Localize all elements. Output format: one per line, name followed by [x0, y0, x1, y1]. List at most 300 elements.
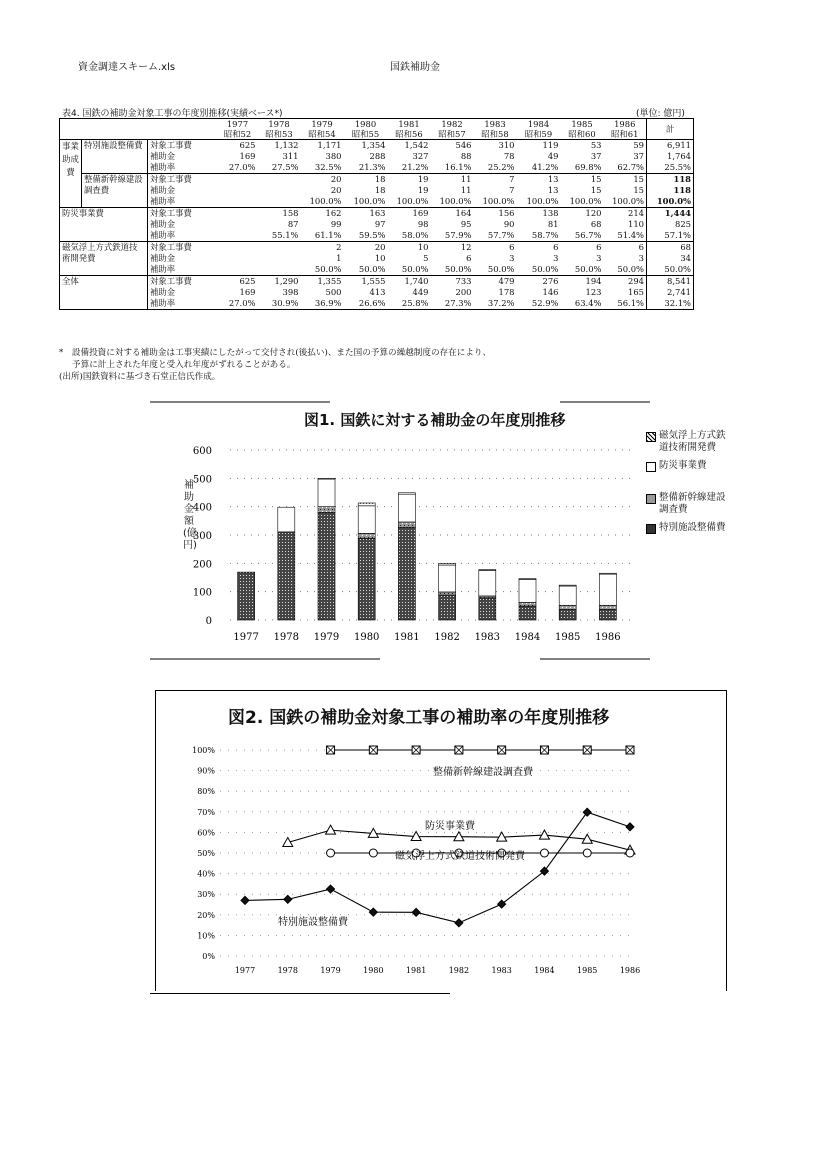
table-cell: 1,542: [388, 140, 431, 152]
row-label: 補助率: [150, 230, 176, 240]
series-label: 整備新幹線建設調査費: [433, 767, 533, 778]
year-western: 1985: [571, 119, 593, 129]
table-cell: 1,355: [301, 276, 344, 288]
row-label: 補助率: [148, 298, 218, 310]
table-cell: 288: [369, 151, 386, 161]
year-japanese: 昭和53: [265, 129, 293, 139]
total-cell: 2,741: [647, 287, 694, 298]
table-cell: 100.0%: [439, 196, 472, 206]
swatch-hatch-icon: [646, 432, 656, 442]
sheet-title: 国鉄補助金: [390, 62, 440, 73]
table-cell: 1,132: [258, 140, 301, 152]
point-marker: [540, 849, 548, 857]
group-name: 防災事業費: [60, 208, 148, 242]
bar-segment: [599, 610, 616, 620]
table-cell: 110: [604, 219, 647, 230]
y-tick-label: 400: [192, 502, 212, 514]
table-cell: 50.0%: [531, 264, 559, 274]
x-tick-label: 1984: [514, 632, 541, 643]
table-cell: 100.0%: [396, 196, 429, 206]
table-cell: 55.1%: [271, 230, 299, 240]
y-tick-label: 30%: [197, 890, 215, 900]
y-tick-label: 10%: [197, 931, 215, 941]
table-cell: 311: [282, 151, 299, 161]
total-cell: 57.1%: [647, 230, 694, 242]
table-cell: 3: [596, 253, 602, 263]
table-cell: 546: [431, 140, 474, 152]
year-western: 1984: [527, 119, 550, 129]
table-cell: 68: [590, 219, 602, 229]
x-tick-label: 1983: [474, 632, 501, 643]
year-western: 1982: [441, 119, 463, 129]
bar-segment: [358, 538, 375, 620]
table-cell: 37: [604, 151, 647, 162]
bar-segment: [398, 493, 415, 494]
table-cell: 56.1%: [604, 298, 647, 310]
series-label: 磁気浮上方式鉄道技術開発費: [395, 851, 525, 862]
point-marker: [327, 885, 335, 893]
year-header-1979: [301, 119, 344, 140]
table-cell: [218, 230, 258, 242]
year-japanese: 昭和58: [481, 129, 509, 139]
y-tick-label: 70%: [197, 807, 215, 817]
y-tick-label: 100%: [192, 746, 215, 755]
table-cell: 25.8%: [388, 298, 431, 310]
table-cell: [218, 196, 258, 208]
row-label: 補助金: [150, 253, 176, 263]
group-name: 全体: [60, 276, 148, 310]
table-cell: 27.5%: [271, 162, 299, 172]
bar-segment: [519, 579, 536, 602]
point-marker: [241, 896, 249, 904]
x-tick-label: 1982: [434, 632, 460, 643]
table-cell: 1,171: [301, 140, 344, 152]
total-cell: 118: [647, 185, 694, 196]
table-cell: 200: [455, 287, 472, 297]
row-label: 対象工事費: [148, 242, 218, 254]
table-cell: 19: [417, 185, 429, 195]
table-cell: 57.9%: [444, 230, 472, 240]
y-tick-label: 90%: [197, 766, 215, 776]
table-cell: 100.0%: [526, 196, 559, 206]
table-cell: 11: [460, 185, 472, 195]
swatch-dark-icon: [646, 524, 656, 534]
table-cell: 214: [604, 208, 647, 220]
table-row: [60, 196, 694, 208]
total-cell: 50.0%: [647, 264, 694, 276]
table-cell: 15: [604, 185, 647, 196]
total-cell: 68: [647, 242, 694, 254]
table-cell: 21.2%: [401, 162, 429, 172]
table-cell: 1,290: [258, 276, 301, 288]
chart1-legend: [646, 430, 726, 540]
table-row: [60, 174, 694, 186]
point-marker: [284, 895, 292, 903]
table-cell: 15: [561, 174, 604, 186]
table-cell: 164: [431, 208, 474, 220]
table-cell: 3: [509, 253, 515, 263]
table-cell: [218, 185, 258, 196]
bar-segment: [519, 602, 536, 606]
table-cell: 6: [604, 242, 647, 254]
table-cell: [218, 208, 258, 220]
bar-segment: [479, 598, 496, 620]
bar-segment: [599, 605, 616, 609]
table-cell: 138: [517, 208, 561, 220]
table-cell: 18: [344, 174, 388, 186]
bar-segment: [519, 579, 536, 580]
table-cell: 6: [474, 242, 517, 254]
table-cell: 169: [239, 287, 256, 297]
table-cell: 16.1%: [444, 162, 472, 172]
table-cell: 5: [423, 253, 429, 263]
x-tick-label: 1981: [405, 966, 427, 975]
legend-item-special: [646, 522, 726, 534]
table-cell: 59.5%: [358, 230, 386, 240]
total-cell: 8,541: [647, 276, 694, 288]
table-head: [60, 119, 694, 140]
table-cell: 11: [431, 174, 474, 186]
chart1-title: 図1. 国鉄に対する補助金の年度別推移: [304, 411, 566, 429]
table-cell: 310: [474, 140, 517, 152]
table-cell: [258, 196, 301, 208]
table-cell: 90: [503, 219, 515, 229]
point-marker: [583, 808, 591, 816]
point-marker: [369, 849, 377, 857]
table-row: [60, 230, 694, 242]
table-cell: 18: [374, 185, 386, 195]
table-cell: 413: [369, 287, 386, 297]
swatch-gray-icon: [646, 494, 656, 504]
table-cell: 169: [239, 151, 256, 161]
table-cell: 50.0%: [574, 264, 602, 274]
x-tick-label: 1980: [353, 632, 380, 643]
table-cell: 194: [561, 276, 604, 288]
legend-label-special: 特別施設整備費: [659, 522, 726, 533]
table-cell: 58.7%: [531, 230, 559, 240]
y-tick-label: 600: [192, 446, 212, 457]
table-cell: 146: [542, 287, 559, 297]
table-cell: 56.7%: [574, 230, 602, 240]
y-tick-label: 0%: [202, 952, 215, 961]
bar-segment: [479, 570, 496, 571]
year-western: 1978: [268, 119, 290, 129]
year-western: 1980: [354, 119, 377, 129]
table-cell: 53: [561, 140, 604, 152]
total-cell: 32.1%: [647, 298, 694, 310]
chart1-svg: [150, 395, 650, 675]
table-cell: 37.2%: [474, 298, 517, 310]
year-western: 1986: [614, 119, 636, 129]
bar-segment: [559, 605, 576, 609]
x-tick-label: 1979: [320, 966, 341, 975]
bar-segment: [439, 592, 456, 595]
table-cell: 625: [218, 276, 258, 288]
table-row: [60, 264, 694, 276]
bar-segment: [559, 610, 576, 620]
row-label: 対象工事費: [148, 174, 218, 186]
table-cell: 100.0%: [309, 196, 342, 206]
x-tick-label: 1980: [363, 966, 384, 975]
point-marker: [626, 849, 634, 857]
table-cell: [258, 174, 301, 186]
table-cell: 10: [388, 242, 431, 254]
year-header-1977: [218, 119, 258, 140]
table-row: [60, 162, 694, 174]
table-cell: 15: [604, 174, 647, 186]
y-tick-label: 20%: [197, 910, 215, 920]
table-cell: 3: [553, 253, 559, 263]
point-marker: [539, 830, 549, 839]
table-cell: 398: [282, 287, 299, 297]
group-name: 特別施設整備費: [82, 140, 148, 174]
table-row: [60, 242, 694, 254]
year-japanese: 昭和52: [223, 129, 252, 139]
bar-segment: [439, 563, 456, 565]
note-1: * 設備投資に対する補助金は工事実績にしたがって交付され(後払い)、また国の予算の繰越制度の存在により、: [59, 348, 492, 358]
table-cell: 25.2%: [487, 162, 515, 172]
table-cell: 13: [547, 185, 559, 195]
x-tick-label: 1983: [491, 966, 512, 975]
point-marker: [455, 919, 463, 927]
table-row: [60, 151, 694, 162]
point-marker: [583, 849, 591, 857]
year-western: 1983: [484, 119, 506, 129]
table-cell: 1: [336, 253, 342, 263]
table-cell: 59: [604, 140, 647, 152]
table-cell: 449: [412, 287, 429, 297]
table-cell: [258, 185, 301, 196]
table-cell: [218, 253, 258, 264]
chart2-bottom-rule: [150, 993, 450, 994]
year-japanese: 昭和55: [351, 129, 380, 139]
table-cell: 26.6%: [344, 298, 388, 310]
table-cell: 50.0%: [358, 264, 386, 274]
point-marker: [369, 908, 377, 916]
note-source: (出所)国鉄資料に基づき石堂正信氏作成。: [59, 372, 221, 382]
year-japanese: 昭和61: [611, 129, 639, 139]
x-tick-label: 1985: [577, 966, 598, 975]
y-tick-label: 50%: [197, 849, 215, 858]
x-tick-label: 1984: [534, 966, 555, 975]
table-cell: 380: [325, 151, 342, 161]
table-cell: 78: [503, 151, 515, 161]
table-cell: 6: [466, 253, 472, 263]
table-cell: 1,354: [344, 140, 388, 152]
table-cell: 98: [417, 219, 429, 229]
table-cell: 20: [344, 242, 388, 254]
bar-segment: [559, 586, 576, 605]
row-label: 対象工事費: [148, 208, 218, 220]
table-cell: 120: [561, 208, 604, 220]
year-japanese: 昭和56: [395, 129, 423, 139]
bar-segment: [519, 606, 536, 620]
row-label: 補助金: [150, 185, 176, 195]
group-name: 整備新幹線建設調査費: [82, 174, 148, 208]
table-cell: 2: [301, 242, 344, 254]
table-cell: 123: [585, 287, 602, 297]
series-label: 特別施設整備費: [278, 917, 348, 928]
table-cell: 61.1%: [314, 230, 342, 240]
total-cell: 100.0%: [647, 196, 694, 208]
table-cell: [258, 242, 301, 254]
x-tick-label: 1978: [273, 632, 300, 643]
note-2: 予算に計上された年度と受入れ年度がずれることがある。: [72, 360, 296, 370]
table-cell: 27.3%: [431, 298, 474, 310]
row-label: 補助率: [150, 264, 176, 274]
year-japanese: 昭和60: [568, 129, 596, 139]
bar-segment: [358, 503, 375, 506]
table-row: [60, 253, 694, 264]
table-row: [60, 185, 694, 196]
year-japanese: 昭和59: [524, 129, 553, 139]
table-unit: (単位: 億円): [636, 109, 685, 119]
bar-segment: [358, 506, 375, 533]
bar-segment: [318, 512, 335, 620]
x-tick-label: 1978: [277, 966, 298, 975]
bar-segment: [559, 585, 576, 586]
table-cell: 7: [474, 174, 517, 186]
year-header-1985: [561, 119, 604, 140]
table-cell: 50.0%: [401, 264, 429, 274]
year-header-1984: [517, 119, 561, 140]
series-label: 防災事業費: [425, 821, 475, 832]
table-cell: 50.0%: [314, 264, 342, 274]
bar-segment: [358, 533, 375, 538]
y-tick-label: 40%: [197, 869, 215, 879]
bar-segment: [398, 522, 415, 527]
table-cell: 99: [330, 219, 342, 229]
table-row: [60, 276, 694, 288]
year-western: 1977: [226, 119, 249, 129]
table-cell: 158: [258, 208, 301, 220]
y-tick-label: 300: [192, 531, 212, 542]
total-header: 計: [647, 119, 694, 140]
year-header-1983: [474, 119, 517, 140]
table-cell: [218, 242, 258, 254]
year-western: 1979: [311, 119, 333, 129]
total-cell: 1,444: [647, 208, 694, 220]
table-cell: 37: [590, 151, 602, 161]
year-header-1981: [388, 119, 431, 140]
table-cell: 1,555: [344, 276, 388, 288]
point-marker: [412, 908, 420, 916]
table-cell: 41.2%: [531, 162, 559, 172]
table-cell: 51.4%: [604, 230, 647, 242]
table-cell: 69.8%: [574, 162, 602, 172]
table-cell: 162: [301, 208, 344, 220]
chart1-ylabel: 補助金額(億円): [183, 480, 197, 551]
file-name: 資金調達スキーム.xls: [78, 62, 176, 73]
group-name: 磁気浮上方式鉄道技術開発費: [60, 242, 148, 276]
total-cell: 25.5%: [647, 162, 694, 174]
legend-label-maglev: 磁気浮上方式鉄道技術開発費: [659, 430, 726, 453]
table-cell: 165: [604, 287, 647, 298]
table-cell: 276: [517, 276, 561, 288]
legend-item-maglev: [646, 430, 726, 454]
x-tick-label: 1979: [313, 632, 340, 643]
bar-segment: [398, 494, 415, 522]
table-cell: 52.9%: [517, 298, 561, 310]
table-cell: 95: [460, 219, 472, 229]
table-cell: 163: [344, 208, 388, 220]
table-cell: 119: [517, 140, 561, 152]
row-label: 補助率: [150, 196, 176, 206]
year-western: 1981: [398, 119, 420, 129]
table-cell: 500: [325, 287, 342, 297]
bar-segment: [278, 507, 295, 532]
bar-segment: [479, 570, 496, 596]
table-cell: [258, 253, 301, 264]
subsidy-table: [59, 118, 694, 310]
table-row: [60, 219, 694, 230]
y-tick-label: 500: [192, 474, 212, 486]
legend-item-disaster: [646, 460, 726, 472]
total-cell: 825: [647, 219, 694, 230]
table-cell: 10: [374, 253, 386, 263]
bar-segment: [318, 478, 335, 479]
year-japanese: 昭和57: [438, 129, 466, 139]
table-cell: 100.0%: [604, 196, 647, 208]
table-cell: 88: [460, 151, 472, 161]
table-cell: 327: [412, 151, 429, 161]
row-label: 補助金: [150, 151, 176, 161]
table-caption: 表4. 国鉄の補助金対象工事の年度別推移(実績ベース*): [62, 109, 283, 119]
table-cell: 3: [604, 253, 647, 264]
x-tick-label: 1985: [554, 632, 581, 643]
bar-segment: [238, 572, 255, 620]
table-cell: 58.0%: [401, 230, 429, 240]
year-header-1980: [344, 119, 388, 140]
y-tick-label: 200: [192, 559, 212, 571]
point-marker: [326, 825, 336, 834]
table-row: [60, 140, 694, 152]
table-cell: 27.0%: [218, 298, 258, 310]
table-cell: 100.0%: [569, 196, 602, 206]
table-cell: 733: [431, 276, 474, 288]
table-cell: 50.0%: [604, 264, 647, 276]
table-cell: 21.3%: [358, 162, 386, 172]
bar-segment: [278, 532, 295, 620]
table-cell: 50.0%: [487, 264, 515, 274]
table-cell: [258, 264, 301, 276]
point-marker: [626, 823, 634, 831]
table-row: [60, 287, 694, 298]
table-cell: 20: [301, 174, 344, 186]
bar-segment: [599, 573, 616, 574]
table-cell: 100.0%: [353, 196, 386, 206]
bar-segment: [318, 507, 335, 513]
year-header-1986: [604, 119, 647, 140]
y-tick-label: 0: [205, 616, 212, 627]
table-cell: 20: [330, 185, 342, 195]
table-cell: [218, 264, 258, 276]
x-tick-label: 1977: [234, 966, 256, 975]
x-tick-label: 1986: [595, 632, 621, 643]
table-cell: 19: [388, 174, 431, 186]
y-tick-label: 60%: [197, 828, 215, 838]
x-tick-label: 1981: [394, 632, 420, 643]
year-japanese: 昭和54: [308, 129, 336, 139]
table-cell: 479: [474, 276, 517, 288]
total-cell: 118: [647, 174, 694, 186]
row-label: 補助金: [150, 287, 176, 297]
table-cell: 294: [604, 276, 647, 288]
table-cell: 6: [561, 242, 604, 254]
table-cell: [218, 219, 258, 230]
table-cell: 50.0%: [444, 264, 472, 274]
total-cell: 6,911: [647, 140, 694, 152]
